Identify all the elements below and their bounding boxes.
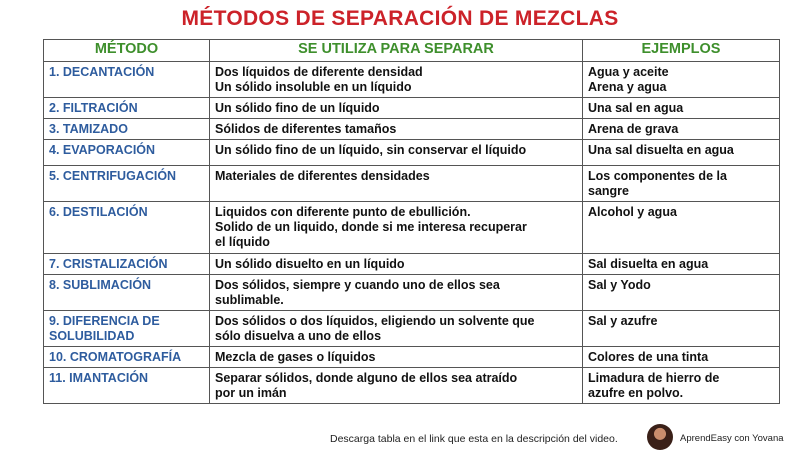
method-cell-line: 3. TAMIZADO: [49, 122, 128, 136]
example-cell: [583, 311, 780, 347]
example-cell: [583, 347, 780, 368]
method-cell-line: 8. SUBLIMACIÓN: [49, 278, 152, 292]
table-row: [44, 368, 780, 404]
table-row: [44, 275, 780, 311]
use-cell: [210, 368, 583, 404]
use-cell-line: Un sólido disuelto en un líquido: [215, 257, 405, 271]
example-cell-line: Sal disuelta en agua: [588, 257, 709, 271]
table-row: [44, 347, 780, 368]
example-cell-line: Sal y azufre: [588, 314, 658, 328]
method-cell: [44, 98, 210, 119]
method-cell: [44, 347, 210, 368]
method-cell: [44, 62, 210, 98]
use-cell-line: Dos sólidos, siempre y cuando uno de ellos sea: [215, 278, 500, 292]
example-cell-line: Una sal disuelta en agua: [588, 143, 734, 157]
header-use: SE UTILIZA PARA SEPARAR: [210, 40, 583, 62]
example-cell: [583, 140, 780, 166]
use-cell-line: Sólidos de diferentes tamaños: [215, 122, 397, 136]
table-row: [44, 166, 780, 202]
header-method: MÉTODO: [44, 40, 210, 62]
example-cell-line: Arena de grava: [588, 122, 679, 136]
example-cell: [583, 368, 780, 404]
use-cell: [210, 166, 583, 202]
table-row: [44, 119, 780, 140]
method-cell: [44, 254, 210, 275]
page-title: MÉTODOS DE SEPARACIÓN DE MEZCLAS: [181, 7, 619, 30]
table-header-row: [44, 40, 780, 62]
use-cell: [210, 62, 583, 98]
example-cell-line: Sal y Yodo: [588, 278, 651, 292]
use-cell-line: Un sólido insoluble en un líquido: [215, 80, 412, 94]
use-cell: [210, 140, 583, 166]
use-cell: [210, 254, 583, 275]
method-cell-line: 10. CROMATOGRAFÍA: [49, 350, 182, 364]
method-cell-line: 4. EVAPORACIÓN: [49, 143, 156, 157]
use-cell-line: el líquido: [215, 235, 270, 249]
table-row: [44, 202, 780, 254]
table-row: [44, 62, 780, 98]
header-examples: EJEMPLOS: [583, 40, 780, 62]
use-cell: [210, 347, 583, 368]
use-cell-line: Mezcla de gases o líquidos: [215, 350, 376, 364]
example-cell: [583, 275, 780, 311]
example-cell-line: Alcohol y agua: [588, 205, 677, 219]
method-cell: [44, 166, 210, 202]
method-cell-line: 9. DIFERENCIA DE: [49, 314, 160, 328]
example-cell-line: Arena y agua: [588, 80, 667, 94]
use-cell-line: por un imán: [215, 386, 287, 400]
use-cell-line: Materiales de diferentes densidades: [215, 169, 430, 183]
avatar: [647, 424, 673, 450]
method-cell-line: 1. DECANTACIÓN: [49, 65, 155, 79]
use-cell-line: Dos sólidos o dos líquidos, eligiendo un solvente que: [215, 314, 535, 328]
use-cell: [210, 202, 583, 254]
use-cell-line: Un sólido fino de un líquido: [215, 101, 380, 115]
method-cell: [44, 368, 210, 404]
example-cell: [583, 254, 780, 275]
use-cell-line: Liquidos con diferente punto de ebullición.: [215, 205, 471, 219]
use-cell-line: Solido de un liquido, donde si me interesa recuperar: [215, 220, 527, 234]
example-cell-line: Agua y aceite: [588, 65, 669, 79]
example-cell-line: Colores de una tinta: [588, 350, 709, 364]
separation-methods-table: [43, 39, 780, 404]
use-cell: [210, 98, 583, 119]
table-row: [44, 254, 780, 275]
example-cell-line: Los componentes de la: [588, 169, 727, 183]
use-cell: [210, 275, 583, 311]
method-cell: [44, 275, 210, 311]
method-cell: [44, 140, 210, 166]
channel-brand: AprendEasy con Yovana: [680, 433, 784, 444]
table-row: [44, 140, 780, 166]
use-cell-line: Un sólido fino de un líquido, sin conservar el líquido: [215, 143, 527, 157]
method-cell-line: 2. FILTRACIÓN: [49, 101, 138, 115]
method-cell: [44, 119, 210, 140]
use-cell-line: Separar sólidos, donde alguno de ellos sea atraído: [215, 371, 518, 385]
method-cell-line: SOLUBILIDAD: [49, 329, 135, 343]
use-cell: [210, 119, 583, 140]
method-cell-line: 11. IMANTACIÓN: [49, 371, 149, 385]
table-row: [44, 311, 780, 347]
method-cell-line: 6. DESTILACIÓN: [49, 205, 148, 219]
example-cell-line: sangre: [588, 184, 629, 198]
example-cell-line: Una sal en agua: [588, 101, 684, 115]
example-cell: [583, 166, 780, 202]
table-row: [44, 98, 780, 119]
method-cell-line: 7. CRISTALIZACIÓN: [49, 257, 168, 271]
example-cell: [583, 62, 780, 98]
method-cell: [44, 202, 210, 254]
example-cell: [583, 202, 780, 254]
table-body: [44, 62, 780, 404]
method-cell: [44, 311, 210, 347]
example-cell-line: Limadura de hierro de: [588, 371, 720, 385]
use-cell-line: sublimable.: [215, 293, 284, 307]
use-cell: [210, 311, 583, 347]
example-cell: [583, 98, 780, 119]
use-cell-line: sólo disuelva a uno de ellos: [215, 329, 382, 343]
example-cell-line: azufre en polvo.: [588, 386, 684, 400]
footer-note: Descarga tabla en el link que esta en la descripción del video.: [330, 433, 618, 445]
use-cell-line: Dos líquidos de diferente densidad: [215, 65, 423, 79]
example-cell: [583, 119, 780, 140]
method-cell-line: 5. CENTRIFUGACIÓN: [49, 169, 177, 183]
